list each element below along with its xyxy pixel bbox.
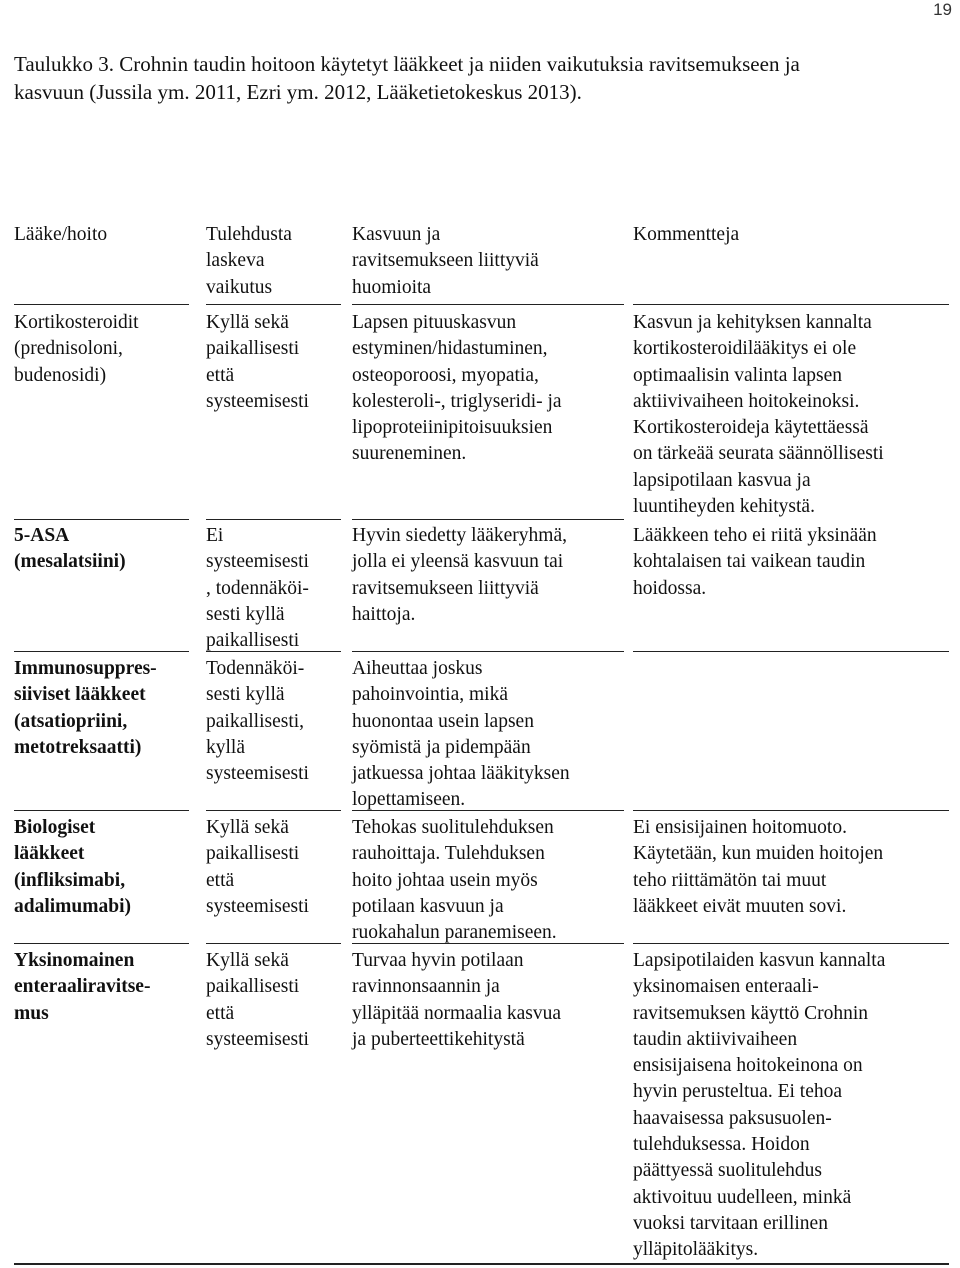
header-notes [352,222,624,301]
page-number: 19 [933,0,952,19]
cell-line: ravitsemukseen liittyviä [352,577,539,599]
cell-line: Ei [206,525,224,546]
table-bottom-rule [14,1263,949,1265]
header-drug [14,222,189,248]
cell-line: Lääke/hoito [14,224,108,245]
row-divider [14,943,189,944]
row4-drug [14,815,189,920]
cell-line: haavaisessa paksusuolen- [633,1107,832,1129]
cell-line: luuntiheyden kehitystä. [633,496,815,518]
cell-line: rauhoittaja. Tulehduksen [352,843,545,865]
cell-line: Kyllä sekä [206,950,289,971]
header-comments [633,222,953,248]
cell-line: (prednisoloni, [14,338,123,360]
cell-line: ruokahalun paranemiseen. [352,922,557,944]
row-divider [206,943,341,944]
row-divider [352,943,624,944]
row-divider [14,810,189,811]
cell-line: budenosidi) [14,364,107,386]
cell-line: sesti kyllä [206,603,285,625]
cell-line: Hyvin siedetty lääkeryhmä, [352,525,567,546]
row4-comments [633,815,953,920]
cell-line: Käytetään, kun muiden hoitojen [633,843,884,865]
row-divider [633,304,949,305]
cell-line: Immunosuppres- [14,658,157,679]
cell-line: systeemisesti [206,551,309,573]
cell-line: 5-ASA [14,525,70,546]
cell-line: taudin aktiivivaiheen [633,1028,798,1050]
cell-line: ja puberteettikehitystä [352,1028,525,1050]
row2-notes [352,523,624,628]
cell-line: Kommentteja [633,224,740,245]
cell-line: huomioita [352,276,432,298]
cell-line: kortikosteroidilääkitys ei ole [633,338,857,360]
row5-effect [206,948,341,1053]
row5-notes [352,948,624,1053]
row-divider [352,304,624,305]
cell-line: (atsatiopriini, [14,710,128,732]
cell-line: lipoproteiinipitoisuuksien [352,417,553,439]
cell-line: että [206,869,235,891]
cell-line: lääkkeet eivät muuten sovi. [633,895,847,917]
drug-table [14,222,960,1266]
cell-line: Lapsen pituuskasvun [352,312,517,333]
cell-line: osteoporoosi, myopatia, [352,364,539,386]
cell-line: mus [14,1002,49,1024]
cell-line: Aiheuttaa joskus [352,658,483,679]
row-divider [633,810,949,811]
cell-line: on tärkeää seurata säännöllisesti [633,443,884,465]
cell-line: Kortikosteroideja käytettäessä [633,417,869,439]
row1-effect [206,310,341,415]
cell-line: paikallisesti [206,976,300,998]
cell-line: haittoja. [352,603,416,625]
cell-line: päättyessä suolitulehdus [633,1160,823,1182]
cell-line: Lääkkeen teho ei riitä yksinään [633,525,877,546]
cell-line: Kasvuun ja [352,224,441,245]
cell-line: (infliksimabi, [14,869,126,891]
cell-line: että [206,364,235,386]
cell-line: potilaan kasvuun ja [352,895,504,917]
table-caption [14,50,954,106]
cell-line: Ei ensisijainen hoitomuoto. [633,817,847,838]
cell-line: ravitsemuksen käyttö Crohnin [633,1002,869,1024]
row3-effect [206,656,341,787]
cell-line: kohtalaisen tai vaikean taudin [633,551,866,573]
row-divider [14,651,189,652]
cell-line: Tehokas suolitulehduksen [352,817,554,838]
header-effect [206,222,341,301]
cell-line: adalimumabi) [14,895,132,917]
cell-line: (mesalatsiini) [14,551,126,573]
cell-line: yksinomaisen enteraali- [633,976,819,998]
cell-line: tulehduksessa. Hoidon [633,1134,810,1156]
cell-line: kyllä [206,736,245,758]
cell-line: vuoksi tarvitaan erillinen [633,1212,828,1234]
cell-line: , todennäköi- [206,577,309,599]
cell-line: Todennäköi- [206,658,305,679]
cell-line: paikallisesti, [206,710,305,732]
row-divider [14,304,189,305]
cell-line: systeemisesti [206,895,309,917]
cell-line: estyminen/hidastuminen, [352,338,548,360]
cell-line: huonontaa usein lapsen [352,710,534,732]
row1-drug [14,310,189,389]
row-divider [206,304,341,305]
cell-line: Kasvun ja kehityksen kannalta [633,312,872,333]
row1-notes [352,310,624,468]
row-divider [206,651,341,652]
cell-line: hyvin perusteltua. Ei tehoa [633,1081,843,1103]
row-divider [633,943,949,944]
row2-effect [206,523,341,654]
row-divider [206,519,341,520]
cell-line: ylläpitolääkitys. [633,1239,759,1261]
cell-line: systeemisesti [206,763,309,785]
cell-line: metotreksaatti) [14,736,142,758]
row-divider [206,810,341,811]
caption-line-1: Taulukko 3. Crohnin taudin hoitoon käytetyt lääkkeet ja niiden vaikutuksia ravitsemukseen ja [14,52,800,76]
cell-line: ravinnonsaannin ja [352,976,500,998]
row3-notes [352,656,624,814]
row-divider [352,519,624,520]
row3-drug [14,656,189,761]
row1-comments [633,310,953,520]
row-divider [352,651,624,652]
cell-line: Biologiset [14,817,96,838]
cell-line: siiviset lääkkeet [14,684,146,706]
cell-line: Kortikosteroidit [14,312,139,333]
cell-line: aktiivivaiheen hoitokeinoksi. [633,390,860,412]
cell-line: systeemisesti [206,1028,309,1050]
cell-line: hoidossa. [633,577,707,599]
cell-line: vaikutus [206,276,273,298]
row5-drug [14,948,189,1027]
cell-line: syömistä ja pidempään [352,736,531,758]
cell-line: Yksinomainen [14,950,135,971]
cell-line: jolla ei yleensä kasvuun tai [352,551,564,573]
cell-line: lopettamiseen. [352,789,466,811]
cell-line: Lapsipotilaiden kasvun kannalta [633,950,886,971]
cell-line: hoito johtaa usein myös [352,869,538,891]
row-divider [633,651,949,652]
caption-line-2: kasvuun (Jussila ym. 2011, Ezri ym. 2012, Lääketietokeskus 2013). [14,80,582,104]
cell-line: optimaalisin valinta lapsen [633,364,843,386]
row-divider [352,810,624,811]
cell-line: ravitsemukseen liittyviä [352,250,539,272]
cell-line: teho riittämätön tai muut [633,869,827,891]
cell-line: laskeva [206,250,265,272]
cell-line: suureneminen. [352,443,467,465]
cell-line: paikallisesti [206,843,300,865]
cell-line: enteraaliravitse- [14,976,151,998]
row2-comments [633,523,953,602]
cell-line: systeemisesti [206,390,309,412]
cell-line: paikallisesti [206,338,300,360]
cell-line: Kyllä sekä [206,817,289,838]
cell-line: paikallisesti [206,630,300,652]
cell-line: sesti kyllä [206,684,285,706]
cell-line: aktivoituu uudelleen, minkä [633,1186,852,1208]
cell-line: pahoinvointia, mikä [352,684,508,706]
cell-line: kolesteroli-, triglyseridi- ja [352,390,562,412]
cell-line: että [206,1002,235,1024]
row4-notes [352,815,624,946]
row5-comments [633,948,953,1264]
cell-line: jatkuessa johtaa lääkityksen [352,763,570,785]
cell-line: Tulehdusta [206,224,292,245]
cell-line: lapsipotilaan kasvua ja [633,469,811,491]
row2-drug [14,523,189,576]
row4-effect [206,815,341,920]
row-divider [14,519,189,520]
cell-line: Turvaa hyvin potilaan [352,950,524,971]
cell-line: lääkkeet [14,843,85,865]
cell-line: Kyllä sekä [206,312,289,333]
cell-line: ylläpitää normaalia kasvua [352,1002,561,1024]
cell-line: ensisijaisena hoitokeinona on [633,1055,863,1077]
